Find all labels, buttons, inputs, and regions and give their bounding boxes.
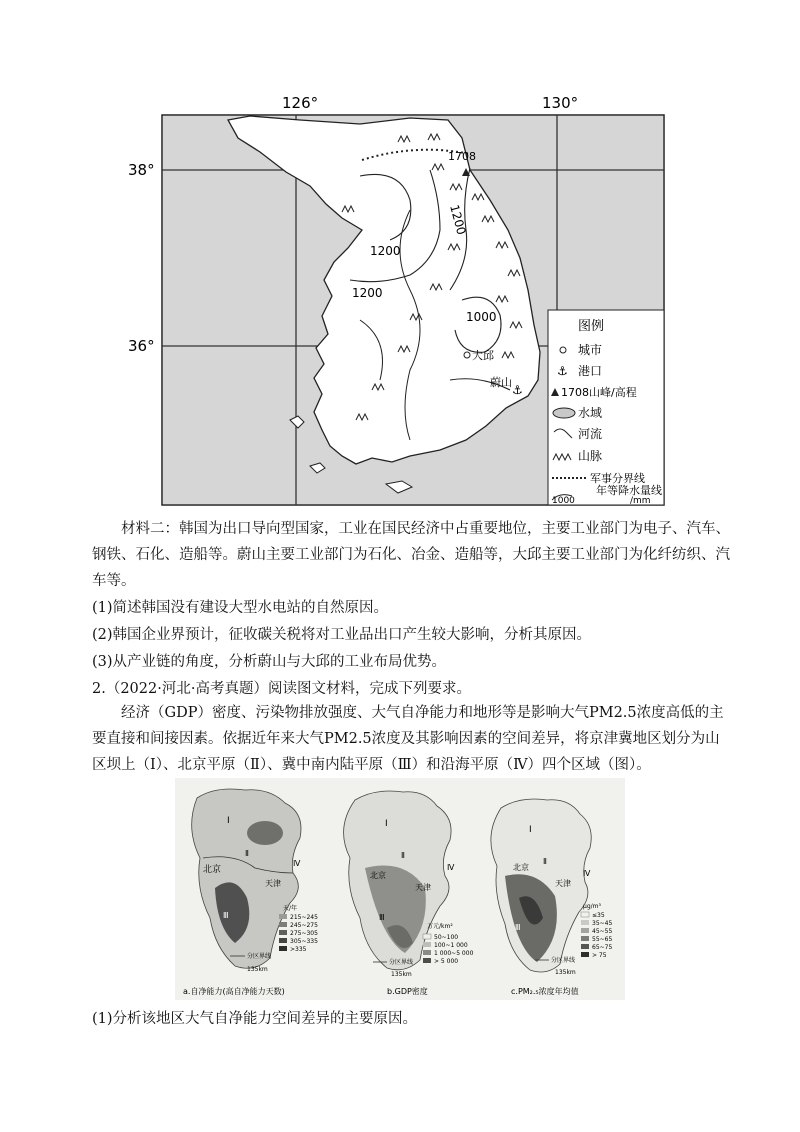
svg-text:305~335: 305~335 xyxy=(290,938,318,945)
region-label: Ⅰ xyxy=(385,819,388,829)
legend-item: 港口 xyxy=(578,364,603,378)
legend-unit: 天/年 xyxy=(283,905,298,912)
city-label-ulsan: 蔚山 xyxy=(490,376,512,389)
scale-label: 135km xyxy=(555,969,576,976)
city-label: 天津 xyxy=(415,883,431,892)
panel-c xyxy=(491,799,613,996)
region-label: Ⅲ xyxy=(379,913,385,922)
lat-label-38: 38° xyxy=(128,161,155,179)
legend-item: 河流 xyxy=(578,427,603,441)
jjj-maps-figure xyxy=(175,778,625,1000)
city-label: 北京 xyxy=(203,865,222,875)
legend-unit: 万元/km² xyxy=(427,923,453,930)
korea-map xyxy=(110,90,690,510)
city-label-daegu: 大邱 xyxy=(472,349,494,362)
panel-caption: a.自净能力(高自净能力天数) xyxy=(183,987,285,996)
region-label: Ⅱ xyxy=(401,851,405,860)
region-label: Ⅳ xyxy=(293,859,301,868)
city-label: 天津 xyxy=(265,879,281,888)
svg-text:> 75: > 75 xyxy=(592,952,607,959)
isohyet-label: 1200 xyxy=(370,244,401,258)
legend-item: 城市 xyxy=(578,343,603,357)
region-label: Ⅱ xyxy=(543,857,547,866)
legend-item: 山脉 xyxy=(578,449,603,463)
region-label: Ⅲ xyxy=(515,923,521,932)
svg-text:100~1 000: 100~1 000 xyxy=(434,942,468,949)
problem-2-header: 2.（2022·河北·高考真题）阅读图文材料，完成下列要求。 xyxy=(92,681,471,697)
region-label: Ⅳ xyxy=(583,869,591,878)
svg-text:>335: >335 xyxy=(290,946,307,953)
panel-caption: c.PM₂.₅浓度年均值 xyxy=(511,987,579,996)
panel-a xyxy=(183,789,318,996)
legend-item: 年等降水量线 xyxy=(596,484,662,497)
legend-unit: μg/m³ xyxy=(583,903,601,910)
svg-text:215~245: 215~245 xyxy=(290,914,318,921)
city-label: 天津 xyxy=(555,879,571,888)
panel-caption: b.GDP密度 xyxy=(387,987,428,996)
svg-text:275~305: 275~305 xyxy=(290,930,318,937)
svg-text:45~55: 45~55 xyxy=(592,928,613,935)
boundary-label: 分区界线 xyxy=(247,953,272,960)
anchor-icon: ⚓ xyxy=(557,364,568,378)
map-legend xyxy=(548,310,664,506)
svg-text:55~65: 55~65 xyxy=(592,936,613,943)
peak-label: 1708 xyxy=(448,150,476,163)
svg-text:> 5 000: > 5 000 xyxy=(434,958,459,965)
svg-text:35~45: 35~45 xyxy=(592,920,613,927)
lat-label-36: 36° xyxy=(128,337,155,355)
region-label: Ⅲ xyxy=(223,911,229,920)
panel-a-legend xyxy=(279,914,318,953)
svg-text:1 000~5 000: 1 000~5 000 xyxy=(434,950,474,957)
panel-c-legend xyxy=(581,912,612,959)
material-two xyxy=(92,516,732,594)
question-1-2: (2)韩国企业界预计，征收碳关税将对工业品出口产生较大影响，分析其原因。 xyxy=(92,627,592,643)
boundary-label: 分区界线 xyxy=(389,959,414,966)
city-daegu-icon xyxy=(464,352,470,358)
material-text: 韩国为出口导向型国家，工业在国民经济中占重要地位，主要工业部门为电子、汽车、钢铁、石化、造船等。蔚山主要工业部门为石化、冶金、造船等，大邱主要工业部门为化纤纺织、汽车等。 xyxy=(92,521,730,589)
question-1-1: (1)简述韩国没有建设大型水电站的自然原因。 xyxy=(92,600,389,616)
legend-item: 水域 xyxy=(578,406,603,420)
scale-label: 135km xyxy=(247,966,268,973)
legend-item: 军事分界线 xyxy=(590,472,645,485)
panel-b-legend xyxy=(423,934,474,965)
svg-text:65~75: 65~75 xyxy=(592,944,613,951)
svg-text:245~275: 245~275 xyxy=(290,922,318,929)
isohyet-label: 1200 xyxy=(447,203,469,237)
legend-item: 1708山峰/高程 xyxy=(561,386,637,399)
region-label: Ⅰ xyxy=(227,816,230,826)
isohyet-label: 1000 xyxy=(466,310,497,324)
city-label: 北京 xyxy=(370,871,386,880)
boundary-label: 分区界线 xyxy=(551,957,576,964)
isohyet-label: 1200 xyxy=(352,286,383,300)
scale-label: 135km xyxy=(391,971,412,978)
region-label: Ⅱ xyxy=(245,849,249,858)
question-1-3: (3)从产业链的角度，分析蔚山与大邱的工业布局优势。 xyxy=(92,654,447,670)
question-2-1: (1)分析该地区大气自净能力空间差异的主要原因。 xyxy=(92,1011,418,1027)
region-label: Ⅳ xyxy=(447,863,455,872)
problem-2-text: 经济（GDP）密度、污染物排放强度、大气自净能力和地形等是影响大气PM2.5浓度高低的主要直接和间接因素。依据近年来大气PM2.5浓度及其影响因素的空间差异，将京津冀地区划分为山区坝上（Ⅰ）、北京平原（Ⅱ）、冀中南内陆平原（Ⅲ）和沿海平原（Ⅳ）四个区域（图）。 xyxy=(92,705,724,773)
legend-unit: /mm xyxy=(630,496,651,506)
legend-isohyet-value: 1000 xyxy=(552,496,575,506)
lon-label-130: 130° xyxy=(542,94,579,112)
water-icon xyxy=(553,408,575,418)
city-label: 北京 xyxy=(513,863,529,872)
svg-text:50~100: 50~100 xyxy=(434,934,459,941)
city-icon xyxy=(560,347,566,353)
panel-b xyxy=(344,791,474,996)
lon-label-126: 126° xyxy=(282,94,319,112)
anchor-icon: ⚓ xyxy=(512,383,523,397)
material-label: 材料二： xyxy=(121,521,179,537)
region-label: Ⅰ xyxy=(529,825,532,835)
svg-text:≤35: ≤35 xyxy=(592,912,605,919)
legend-title: 图例 xyxy=(578,319,605,334)
